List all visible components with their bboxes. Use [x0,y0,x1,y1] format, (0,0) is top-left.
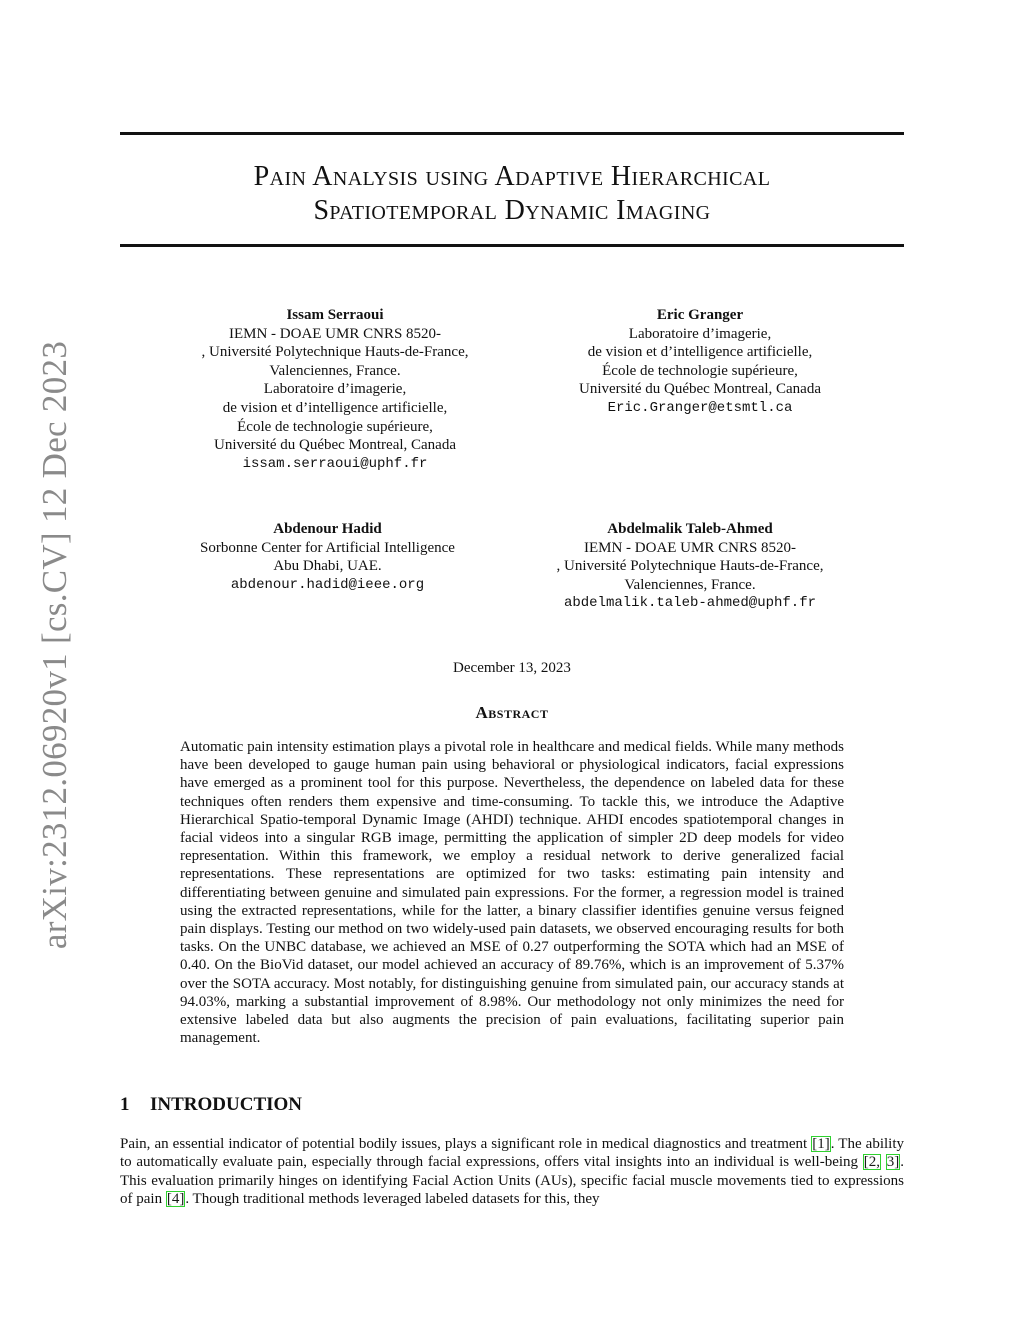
affiliation-line: Valenciennes, France. [269,362,401,379]
affiliation-line: Sorbonne Center for Artificial Intelligence [200,539,455,556]
intro-text: . The ability to automatically evaluate pain, especially through facial expressions, offers vital insights into an individual is well-being [120,1136,904,1171]
paper-title [120,160,904,228]
abstract-text: Automatic pain intensity estimation plays a pivotal role in healthcare and medical fields. While many methods have been developed to gauge human pain using behavioral or physiological indicators, facial expressions have emerged as a prominent tool for this purpose. Nevertheless, the dependence on labeled data for these techniques often renders them expensive and time-consuming. To tackle this, we introduce the Adaptive Hierarchical Spatio-temporal Dynamic Image (AHDI) technique. AHDI encodes spatiotemporal changes in facial videos into a singular RGB image, permitting the application of simpler 2D deep models for video representation. Within this framework, we employ a residual network to derive generalized facial representations. These representations are optimized for two tasks: estimating pain intensity and differentiating between genuine and simulated pain expressions. For the former, a regression model is trained using the extracted representations, while for the latter, a binary classifier identifies genuine versus feigned pain displays. Testing our method on two widely-used pain datasets, we observed encouraging results for both tasks. On the UNBC database, we achieved an MSE of 0.27 outperforming the SOTA which had an MSE of 0.40. On the BioVid dataset, our model achieved an accuracy of 89.76%, which is an improvement of 5.37% over the SOTA accuracy. Most notably, for distinguishing genuine from simulated pain, our accuracy stands at 94.03%, marking a substantial improvement of 8.98%. Our methodology not only minimizes the need for extensive labeled data but also augments the precision of pain evaluations, facilitating superior pain management. [180,739,844,1047]
affiliation-line: Abu Dhabi, UAE. [273,558,382,575]
citation-link[interactable]: [1] [812,1136,830,1152]
author-block-serraoui [160,306,510,473]
author-block-taleb-ahmed [510,520,870,613]
section-heading-introduction [120,1094,302,1116]
affiliation-line: , Université Polytechnique Hauts-de-France, [201,344,469,361]
affiliation-line: Laboratoire d’imagerie, [628,325,772,342]
section-number: 1 [120,1094,130,1115]
author-email[interactable]: abdelmalik.taleb-ahmed@uphf.fr [563,595,817,612]
section-title: INTRODUCTION [150,1094,303,1115]
title-line-2: Spatiotemporal Dynamic Imaging [313,195,711,226]
affiliation-line: IEMN - DOAE UMR CNRS 8520- [583,539,797,556]
intro-text: Pain, an essential indicator of potential bodily issues, plays a significant role in medical diagnostics and treatment [120,1136,812,1152]
publication-date: December 13, 2023 [453,660,571,676]
abstract-heading: Abstract [475,703,549,722]
author-name: Eric Granger [656,307,744,323]
affiliation-line: IEMN - DOAE UMR CNRS 8520- [228,325,442,342]
affiliation-line: École de technologie supérieure, [237,418,433,435]
author-email[interactable]: Eric.Granger@etsmtl.ca [607,399,793,416]
affiliation-line: Université du Québec Montreal, Canada [214,437,456,454]
title-line-1: Pain Analysis using Adaptive Hierarchical [253,161,771,192]
author-name: Abdelmalik Taleb-Ahmed [607,521,773,537]
author-block-hadid [160,520,495,594]
introduction-paragraph [120,1135,904,1208]
intro-text: . This evaluation primarily hinges on identifying Facial Action Units (AUs), specific facial muscle movements tied to expressions of pain [120,1154,904,1207]
author-name: Issam Serraoui [286,307,384,323]
affiliation-line: de vision et d’intelligence artificielle, [587,344,813,361]
affiliation-line: École de technologie supérieure, [602,362,798,379]
affiliation-line: Laboratoire d’imagerie, [263,381,407,398]
arxiv-identifier-stamp: arXiv:2312.06920v1 [cs.CV] 12 Dec 2023 [35,340,74,950]
author-block-granger [525,306,875,418]
affiliation-line: Valenciennes, France. [624,576,756,593]
intro-text: . Though traditional methods leveraged labeled datasets for this, they [185,1190,600,1207]
title-bottom-rule [120,244,904,247]
affiliation-line: de vision et d’intelligence artificielle, [222,399,448,416]
citation-link[interactable]: [2, [863,1154,881,1171]
affiliation-line: Université du Québec Montreal, Canada [579,381,821,398]
author-email[interactable]: abdenour.hadid@ieee.org [230,576,425,593]
author-name: Abdenour Hadid [273,521,382,537]
author-email[interactable]: issam.serraoui@uphf.fr [242,455,428,472]
citation-link[interactable]: [4] [166,1190,185,1207]
affiliation-line: , Université Polytechnique Hauts-de-France, [556,558,824,575]
citation-link[interactable]: 3] [886,1154,900,1171]
title-top-rule [120,132,904,135]
